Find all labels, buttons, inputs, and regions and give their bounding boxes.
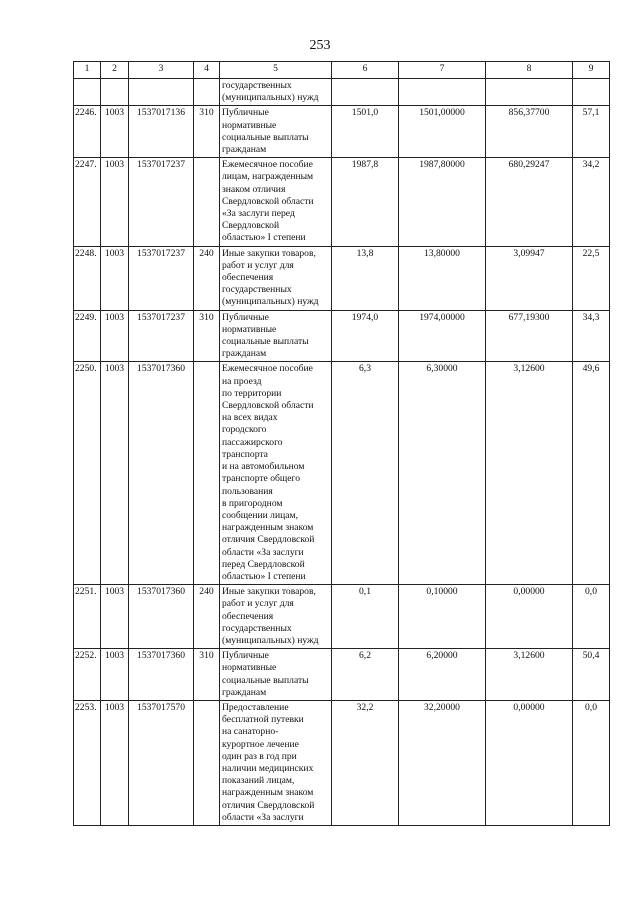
description-line: гражданам [222,348,267,360]
description-line: на всех видах [222,412,278,424]
budget-table [73,61,610,826]
table-row [74,79,610,106]
execution-percent-cell: 0,0 [573,585,610,649]
description-line: Иные закупки товаров, [222,247,316,259]
planned-amount-cell: 0,1 [332,585,399,649]
row-number-cell [74,79,101,106]
expense-type-cell: 310 [194,310,220,362]
expense-type-cell [194,79,220,106]
column-header: 8 [486,62,573,79]
description-line: в пригородном [222,497,283,509]
column-header: 3 [129,62,194,79]
description-line: отличия Свердловской [222,534,315,546]
description-line: Предоставление [222,701,289,713]
expense-type-cell: 240 [194,585,220,649]
row-number-cell: 2250. [74,362,101,585]
description-line: социальные выплаты [222,674,309,686]
page-number: 253 [309,38,331,53]
description-line: социальные выплаты [222,131,309,143]
description-cell [220,649,332,701]
description-cell [220,362,332,585]
table-row [74,362,610,585]
description-line: (муниципальных) нужд [222,634,319,646]
expense-type-cell: 310 [194,649,220,701]
approved-amount-cell: 6,20000 [399,649,486,701]
executed-amount-cell [486,79,573,106]
description-line: Иные закупки товаров, [222,586,316,598]
description-line: Ежемесячное пособие [222,363,313,375]
section-code-cell: 1003 [101,158,129,246]
executed-amount-cell: 856,37700 [486,106,573,158]
execution-percent-cell: 22,5 [573,246,610,310]
approved-amount-cell: 1501,00000 [399,106,486,158]
description-line: областью» I степени [222,232,306,244]
executed-amount-cell: 0,00000 [486,585,573,649]
executed-amount-cell: 677,19300 [486,310,573,362]
target-article-cell: 1537017360 [129,649,194,701]
row-number-cell: 2247. [74,158,101,246]
description-line: государственных [222,622,292,634]
section-code-cell: 1003 [101,585,129,649]
section-code-cell: 1003 [101,362,129,585]
executed-amount-cell: 0,00000 [486,700,573,825]
executed-amount-cell: 3,12600 [486,649,573,701]
planned-amount-cell: 1974,0 [332,310,399,362]
description-line: награжденным знаком [222,522,314,534]
approved-amount-cell: 13,80000 [399,246,486,310]
description-line: «За заслуги перед [222,208,295,220]
approved-amount-cell: 0,10000 [399,585,486,649]
expense-type-cell: 310 [194,106,220,158]
approved-amount-cell: 1987,80000 [399,158,486,246]
section-code-cell: 1003 [101,106,129,158]
table-row [74,106,610,158]
execution-percent-cell: 34,2 [573,158,610,246]
description-line: (муниципальных) нужд [222,92,319,104]
description-line: Свердловской области [222,195,314,207]
description-line: Публичные [222,107,269,119]
row-number-cell: 2249. [74,310,101,362]
description-line: перед Свердловской [222,558,305,570]
description-line: сообщении лицам, [222,509,298,521]
row-number-cell: 2251. [74,585,101,649]
description-line: пользования [222,485,273,497]
description-line: лицам, награжденным [222,171,314,183]
row-number-cell: 2246. [74,106,101,158]
planned-amount-cell: 13,8 [332,246,399,310]
table-body [74,79,610,826]
planned-amount-cell: 1987,8 [332,158,399,246]
expense-type-cell: 240 [194,246,220,310]
description-line: Ежемесячное пособие [222,159,313,171]
table-row [74,700,610,825]
expense-type-cell [194,158,220,246]
executed-amount-cell: 680,29247 [486,158,573,246]
description-line: показаний лицам, [222,775,295,787]
target-article-cell: 1537017237 [129,158,194,246]
description-line: один раз в год при [222,750,297,762]
column-header: 5 [220,62,332,79]
description-line: государственных [222,284,292,296]
description-line: областью» I степени [222,570,306,582]
description-cell [220,585,332,649]
target-article-cell: 1537017237 [129,246,194,310]
description-line: на санаторно- [222,726,279,738]
column-header: 7 [399,62,486,79]
planned-amount-cell: 1501,0 [332,106,399,158]
description-line: по территории [222,387,282,399]
target-article-cell: 1537017360 [129,362,194,585]
description-line: курортное лечение [222,738,299,750]
planned-amount-cell: 6,2 [332,649,399,701]
description-cell [220,79,332,106]
approved-amount-cell [399,79,486,106]
column-header: 1 [74,62,101,79]
description-line: (муниципальных) нужд [222,296,319,308]
description-cell [220,106,332,158]
description-cell [220,310,332,362]
planned-amount-cell [332,79,399,106]
description-line: транспорта [222,448,268,460]
description-line: государственных [222,80,292,91]
target-article-cell [129,79,194,106]
planned-amount-cell: 6,3 [332,362,399,585]
table-row [74,158,610,246]
description-line: наличии медицинских [222,762,314,774]
description-line: Публичные [222,311,269,323]
description-cell [220,246,332,310]
description-line: обеспечения [222,610,274,622]
description-line: социальные выплаты [222,336,309,348]
table-row [74,310,610,362]
table-row [74,585,610,649]
execution-percent-cell: 0,0 [573,700,610,825]
approved-amount-cell: 32,20000 [399,700,486,825]
description-line: награжденным знаком [222,787,314,799]
description-line: на проезд [222,375,262,387]
column-header: 4 [194,62,220,79]
target-article-cell: 1537017360 [129,585,194,649]
expense-type-cell [194,700,220,825]
table-header-row [74,62,610,79]
column-header: 6 [332,62,399,79]
approved-amount-cell: 6,30000 [399,362,486,585]
description-line: городского [222,424,267,436]
table-row [74,649,610,701]
section-code-cell: 1003 [101,700,129,825]
description-line: нормативные [222,662,277,674]
execution-percent-cell [573,79,610,106]
executed-amount-cell: 3,12600 [486,362,573,585]
column-header: 9 [573,62,610,79]
description-line: Свердловской области [222,400,314,412]
executed-amount-cell: 3,09947 [486,246,573,310]
target-article-cell: 1537017237 [129,310,194,362]
description-line: транспорте общего [222,473,301,485]
description-line: обеспечения [222,272,274,284]
description-line: работ и услуг для [222,259,294,271]
row-number-cell: 2248. [74,246,101,310]
description-line: Свердловской [222,220,280,232]
description-line: работ и услуг для [222,598,294,610]
section-code-cell: 1003 [101,246,129,310]
execution-percent-cell: 50,4 [573,649,610,701]
row-number-cell: 2253. [74,700,101,825]
description-line: области «За заслуги [222,811,304,823]
table-row [74,246,610,310]
description-line: нормативные [222,119,277,131]
description-line: гражданам [222,686,267,698]
column-header: 2 [101,62,129,79]
row-number-cell: 2252. [74,649,101,701]
target-article-cell: 1537017136 [129,106,194,158]
description-line: Публичные [222,650,269,662]
section-code-cell: 1003 [101,310,129,362]
section-code-cell [101,79,129,106]
description-line: области «За заслуги [222,546,304,558]
expense-type-cell [194,362,220,585]
description-cell [220,700,332,825]
description-line: отличия Свердловской [222,799,315,811]
section-code-cell: 1003 [101,649,129,701]
description-line: гражданам [222,144,267,156]
planned-amount-cell: 32,2 [332,700,399,825]
description-line: пассажирского [222,436,283,448]
execution-percent-cell: 57,1 [573,106,610,158]
description-cell [220,158,332,246]
target-article-cell: 1537017570 [129,700,194,825]
approved-amount-cell: 1974,00000 [399,310,486,362]
description-line: бесплатной путевки [222,714,304,726]
description-line: нормативные [222,323,277,335]
description-line: и на автомобильном [222,461,305,473]
execution-percent-cell: 34,3 [573,310,610,362]
execution-percent-cell: 49,6 [573,362,610,585]
description-line: знаком отличия [222,183,286,195]
